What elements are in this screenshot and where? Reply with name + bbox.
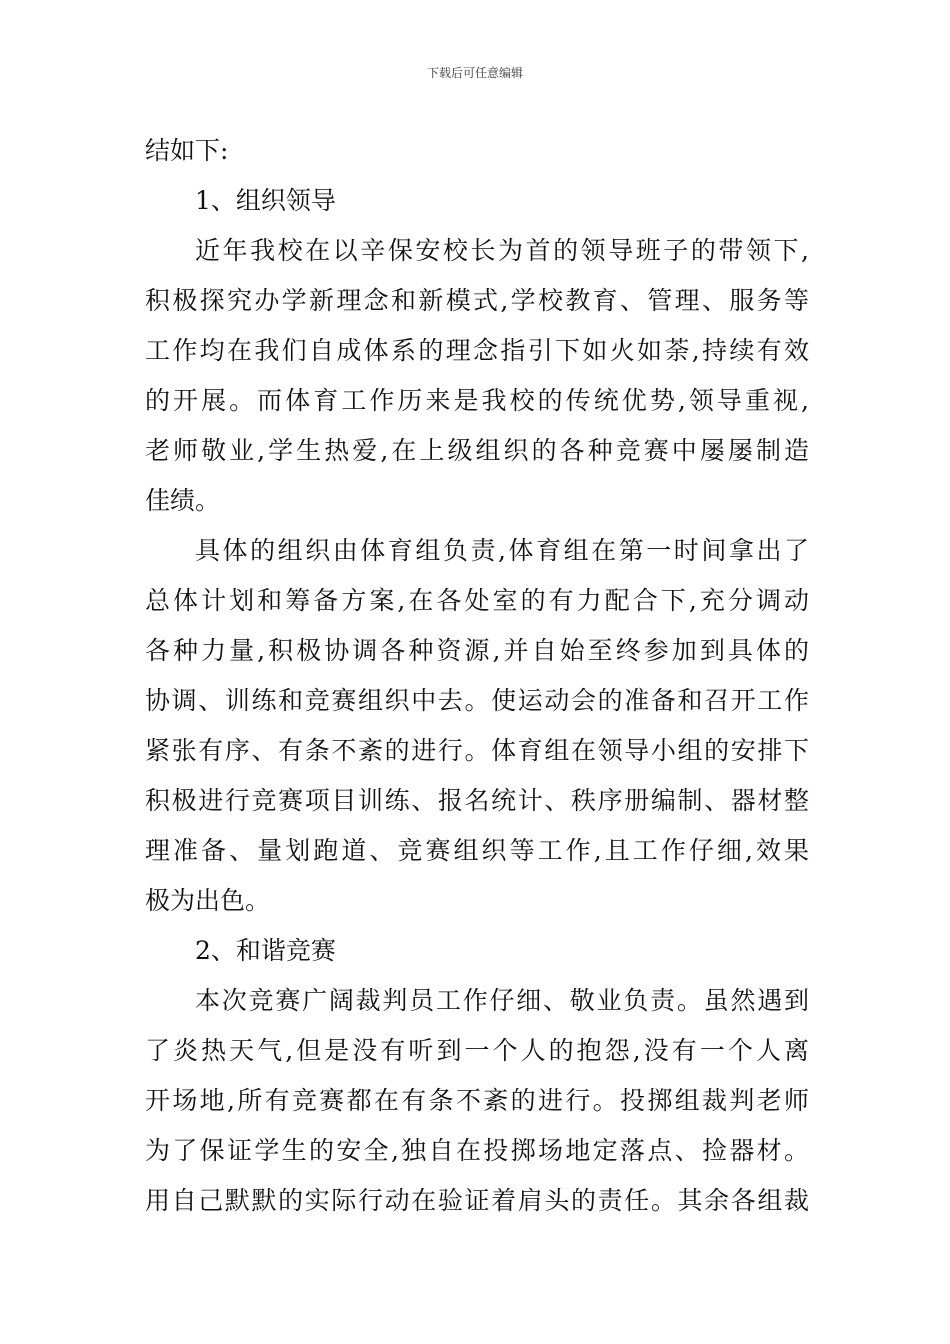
text-line: 紧张有序、有条不紊的进行。体育组在领导小组的安排下 bbox=[145, 736, 809, 765]
text-line: 工作均在我们自成体系的理念指引下如火如荼,持续有效 bbox=[145, 336, 809, 365]
document-body bbox=[145, 126, 809, 1226]
text-line: 用自己默默的实际行动在验证着肩头的责任。其余各组裁 bbox=[145, 1186, 809, 1215]
text-line: 积极探究办学新理念和新模式,学校教育、管理、服务等 bbox=[145, 286, 809, 315]
text-line: 极为出色。 bbox=[145, 886, 271, 915]
text-line: 各种力量,积极协调各种资源,并自始至终参加到具体的 bbox=[145, 636, 809, 665]
page-header-note: 下载后可任意编辑 bbox=[426, 66, 523, 80]
text-line: 积极进行竞赛项目训练、报名统计、秩序册编制、器材整 bbox=[145, 786, 809, 815]
text-line: 的开展。而体育工作历来是我校的传统优势,领导重视, bbox=[145, 386, 809, 415]
text-line: 协调、训练和竞赛组织中去。使运动会的准备和召开工作 bbox=[145, 686, 809, 715]
section-heading: 1、组织领导 bbox=[195, 186, 336, 215]
text-line: 佳绩。 bbox=[145, 486, 221, 515]
text-line: 老师敬业,学生热爱,在上级组织的各种竞赛中屡屡制造 bbox=[145, 436, 809, 465]
text-line: 开场地,所有竞赛都在有条不紊的进行。投掷组裁判老师 bbox=[145, 1086, 809, 1115]
text-line: 总体计划和筹备方案,在各处室的有力配合下,充分调动 bbox=[145, 586, 809, 615]
text-line: 本次竞赛广阔裁判员工作仔细、敬业负责。虽然遇到 bbox=[195, 986, 809, 1015]
text-line: 了炎热天气,但是没有听到一个人的抱怨,没有一个人离 bbox=[145, 1036, 809, 1065]
text-line: 理准备、量划跑道、竞赛组织等工作,且工作仔细,效果 bbox=[145, 836, 809, 865]
text-line: 结如下: bbox=[145, 136, 229, 165]
section-heading: 2、和谐竞赛 bbox=[195, 936, 336, 965]
text-line: 具体的组织由体育组负责,体育组在第一时间拿出了 bbox=[195, 536, 809, 565]
text-line: 为了保证学生的安全,独自在投掷场地定落点、捡器材。 bbox=[145, 1136, 809, 1165]
text-line: 近年我校在以辛保安校长为首的领导班子的带领下, bbox=[195, 236, 809, 265]
